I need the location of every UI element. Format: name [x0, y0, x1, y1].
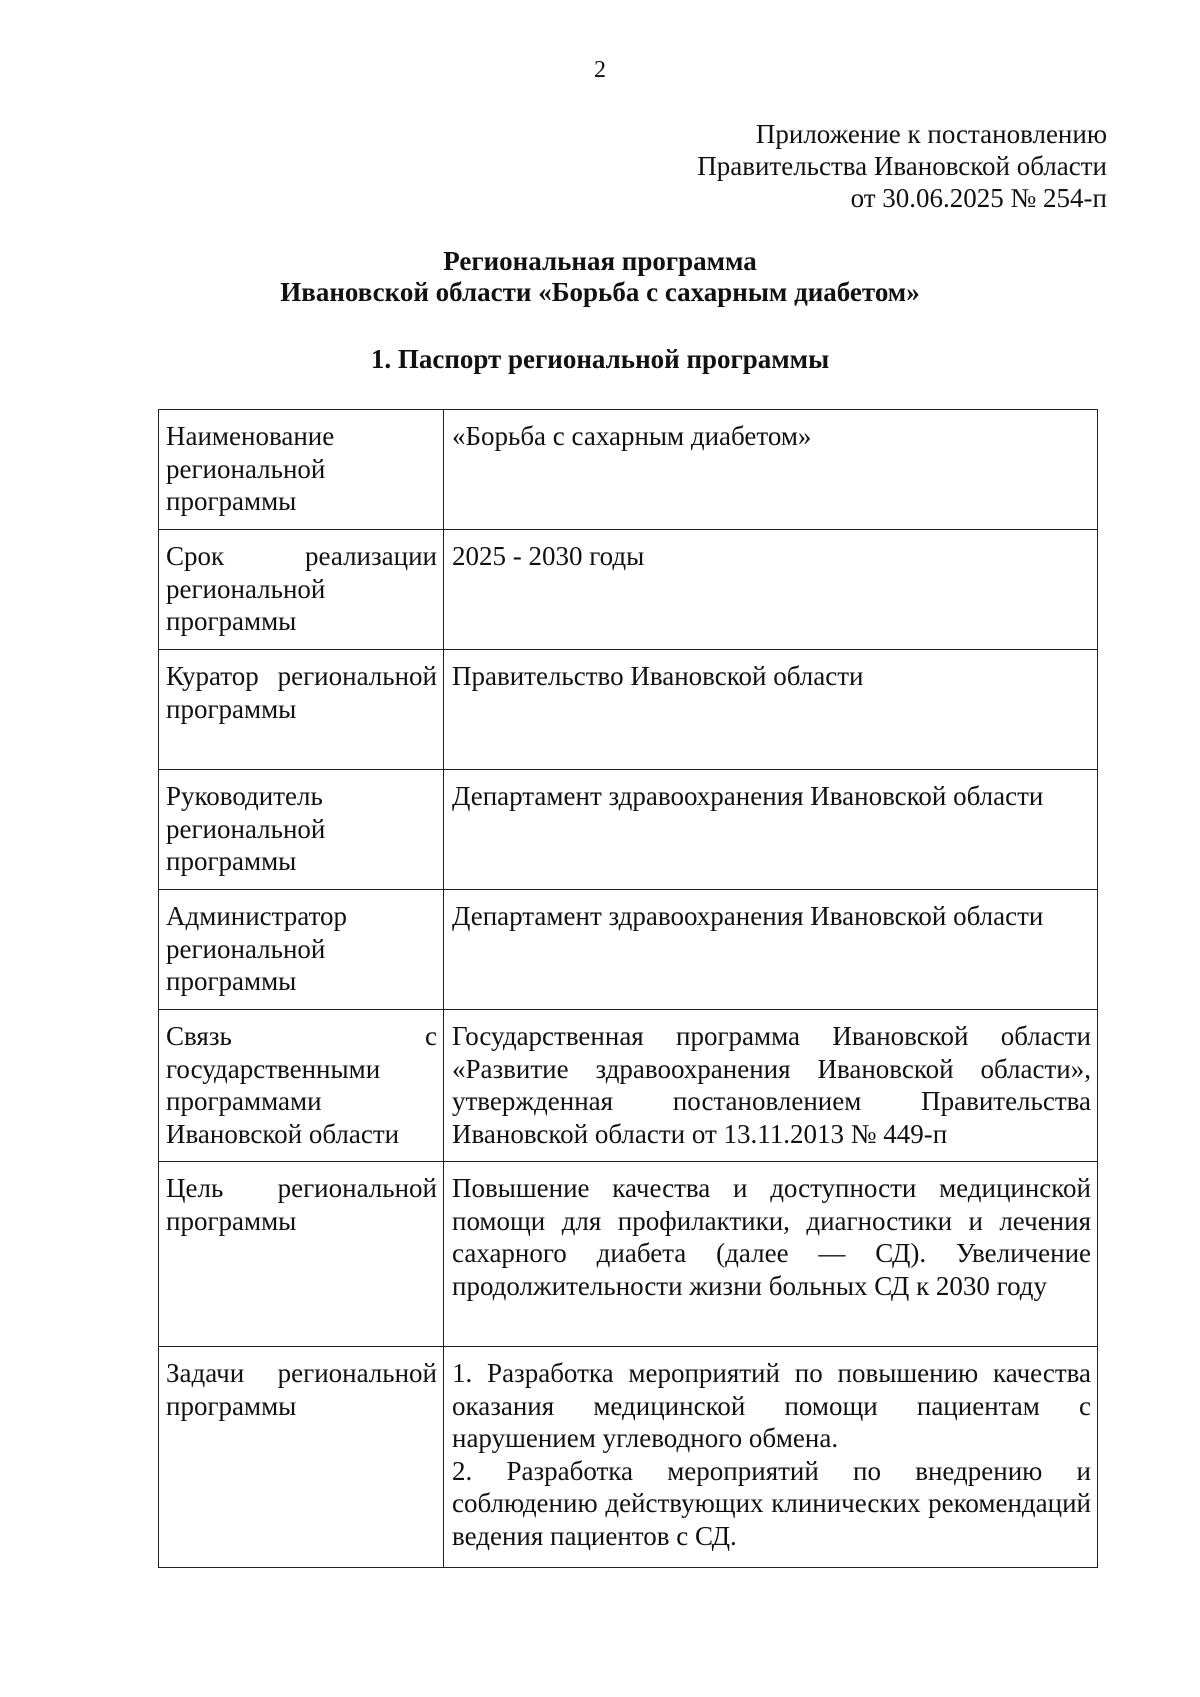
table-row [159, 770, 1098, 890]
task-item-1: 1. Разработка мероприятий по повышению качества оказания медицинской помощи пациентам с нарушением углеводного обмена. [452, 1358, 1091, 1453]
row-value: Государственная программа Ивановской области «Развитие здравоохранения Ивановской области», утвержденная постановлением Правительства Ивановской области от 13.11.2013 № 449-п [444, 1010, 1098, 1162]
table-row [159, 410, 1098, 530]
table-row [159, 650, 1098, 770]
section-title: 1. Паспорт региональной программы [370, 344, 830, 374]
row-label: Срок реализации региональной программы [159, 530, 444, 650]
page-number: 2 [594, 57, 606, 83]
row-label: Связь с государственными программами Ивановской области [159, 1010, 444, 1162]
row-value: Департамент здравоохранения Ивановской области [444, 770, 1098, 890]
table-row [159, 1347, 1098, 1568]
row-label: Руководитель региональной программы [159, 770, 444, 890]
table-row [159, 1162, 1098, 1347]
table-row [159, 530, 1098, 650]
document-title-line-1: Региональная программа [443, 246, 757, 276]
row-label: Куратор региональной программы [159, 650, 444, 770]
row-value: 2025 - 2030 годы [444, 530, 1098, 650]
row-label: Наименование региональной программы [159, 410, 444, 530]
row-value: Повышение качества и доступности медицинской помощи для профилактики, диагностики и лечения сахарного диабета (далее — СД). Увеличение продолжительности жизни больных СД к 2030 году [444, 1162, 1098, 1347]
appendix-line-3: от 30.06.2025 № 254-п [850, 183, 1107, 213]
appendix-reference [697, 118, 1107, 214]
document-title [0, 246, 1200, 308]
appendix-line-2: Правительства Ивановской области [697, 151, 1107, 181]
row-value: Департамент здравоохранения Ивановской области [444, 890, 1098, 1010]
row-label: Цель региональной программы [159, 1162, 444, 1347]
row-value: «Борьба с сахарным диабетом» [444, 410, 1098, 530]
row-value-tasks [444, 1347, 1098, 1568]
task-item-2: 2. Разработка мероприятий по внедрению и соблюдению действующих клинических рекомендаций ведения пациентов с СД. [452, 1455, 1091, 1551]
appendix-line-1: Приложение к постановлению [755, 119, 1107, 149]
row-label: Задачи региональной программы [159, 1347, 444, 1568]
passport-table [158, 409, 1098, 1568]
table-row [159, 1010, 1098, 1162]
document-title-line-2: Ивановской области «Борьба с сахарным диабетом» [280, 277, 920, 307]
row-label: Администратор региональной программы [159, 890, 444, 1010]
row-value: Правительство Ивановской области [444, 650, 1098, 770]
table-row [159, 890, 1098, 1010]
